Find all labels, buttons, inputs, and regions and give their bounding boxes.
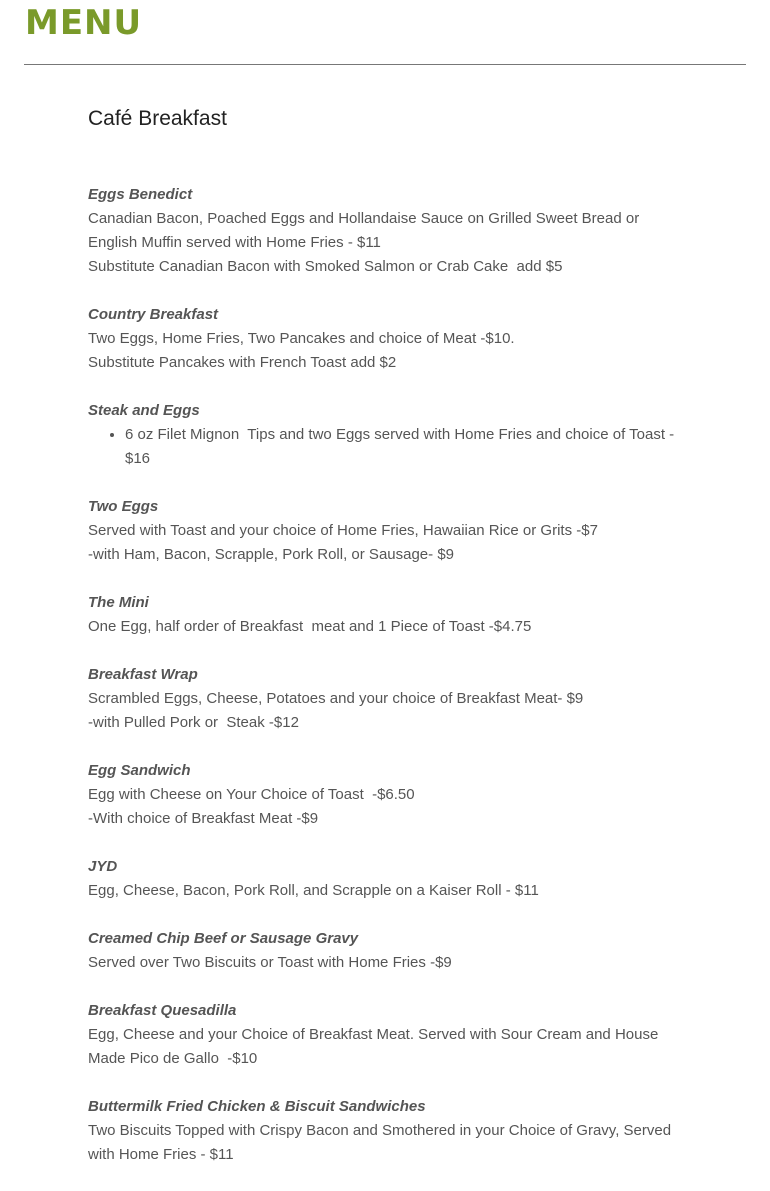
menu-item <box>88 855 688 903</box>
menu-item <box>88 927 688 975</box>
item-name: JYD <box>88 858 118 875</box>
page-header <box>24 0 746 65</box>
menu-item <box>88 183 688 279</box>
item-bullet: • 6 oz Filet Mignon Tips and two Eggs served with Home Fries and choice of Toast - $16 <box>125 423 688 471</box>
item-description: -With choice of Breakfast Meat -$9 <box>88 810 319 827</box>
item-name: Eggs Benedict <box>88 186 193 203</box>
item-description: Scrambled Eggs, Cheese, Potatoes and your choice of Breakfast Meat- $9 <box>88 690 584 707</box>
item-description: Served over Two Biscuits or Toast with Home Fries -$9 <box>88 954 452 971</box>
item-description: Substitute Pancakes with French Toast add $2 <box>88 354 397 371</box>
menu-title: MENU <box>25 3 143 43</box>
item-name: Creamed Chip Beef or Sausage Gravy <box>88 930 359 947</box>
menu-item <box>88 399 688 471</box>
menu-item <box>88 663 688 735</box>
item-description: Canadian Bacon, Poached Eggs and Hollandaise Sauce on Grilled Sweet Bread or English Muffin served with Home Fries - $11 <box>88 210 644 251</box>
item-description: Substitute Canadian Bacon with Smoked Salmon or Crab Cake add $5 <box>88 258 563 275</box>
item-description: Egg, Cheese, Bacon, Pork Roll, and Scrapple on a Kaiser Roll - $11 <box>88 882 539 899</box>
item-name: Two Eggs <box>88 498 159 515</box>
item-name: Country Breakfast <box>88 306 219 323</box>
menu-item <box>88 1095 688 1167</box>
item-description: Two Eggs, Home Fries, Two Pancakes and choice of Meat -$10. <box>88 330 515 347</box>
section-title: Café Breakfast <box>88 107 227 130</box>
item-name: Steak and Eggs <box>88 402 200 419</box>
menu-item <box>88 591 688 639</box>
menu-content <box>88 104 688 1191</box>
menu-item <box>88 303 688 375</box>
menu-item <box>88 999 688 1071</box>
item-description: -with Pulled Pork or Steak -$12 <box>88 714 299 731</box>
item-description: Egg with Cheese on Your Choice of Toast -$6.50 <box>88 786 415 803</box>
item-bullet-list <box>88 423 688 471</box>
menu-item <box>88 495 688 567</box>
item-name: Buttermilk Fried Chicken & Biscuit Sandwiches <box>88 1098 426 1115</box>
item-description: Two Biscuits Topped with Crispy Bacon and Smothered in your Choice of Gravy, Served with Home Fries - $11 <box>88 1122 676 1163</box>
item-name: Egg Sandwich <box>88 762 191 779</box>
item-name: Breakfast Quesadilla <box>88 1002 237 1019</box>
item-description: Served with Toast and your choice of Home Fries, Hawaiian Rice or Grits -$7 <box>88 522 598 539</box>
item-description: One Egg, half order of Breakfast meat and 1 Piece of Toast -$4.75 <box>88 618 532 635</box>
item-name: The Mini <box>88 594 149 611</box>
item-name: Breakfast Wrap <box>88 666 198 683</box>
item-description: Egg, Cheese and your Choice of Breakfast Meat. Served with Sour Cream and House Made Pico de Gallo -$10 <box>88 1026 663 1067</box>
item-description: -with Ham, Bacon, Scrapple, Pork Roll, or Sausage- $9 <box>88 546 454 563</box>
menu-item <box>88 759 688 831</box>
